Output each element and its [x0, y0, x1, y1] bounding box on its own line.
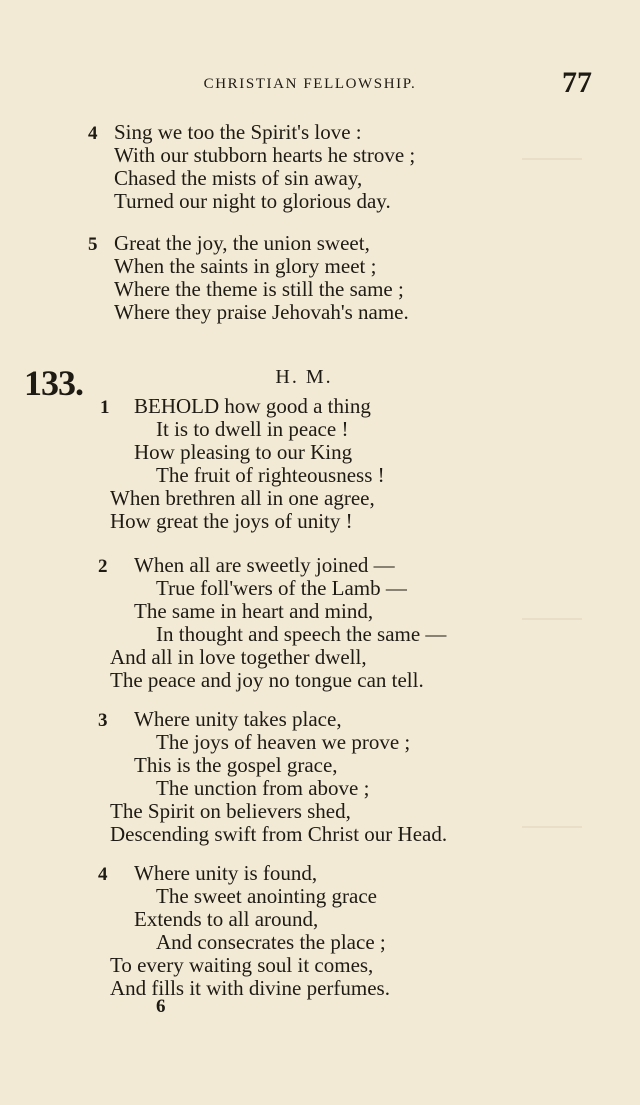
signature-mark: 6	[156, 996, 166, 1017]
bleed-through-mark	[522, 124, 582, 160]
verse-line: The fruit of righteousness !	[156, 463, 385, 487]
hymn-number: 133.	[24, 363, 83, 403]
verse-line: And all in love together dwell,	[110, 645, 367, 669]
verse-line: When all are sweetly joined —	[134, 553, 395, 577]
verse-line: Where they praise Jehovah's name.	[114, 300, 409, 324]
verse-line: The joys of heaven we prove ;	[156, 730, 411, 754]
verse-number: 1	[100, 397, 110, 418]
verse-line: Extends to all around,	[134, 907, 319, 931]
verse-line: How pleasing to our King	[134, 440, 353, 464]
verse-line: The sweet anointing grace	[156, 884, 377, 908]
verse-number: 3	[98, 710, 108, 731]
verse-number: 4	[88, 123, 98, 144]
bleed-through-mark	[522, 584, 582, 620]
verse-line: It is to dwell in peace !	[156, 417, 349, 441]
verse-line: And consecrates the place ;	[156, 930, 386, 954]
verse-line: Where unity takes place,	[134, 707, 342, 731]
verse-number: 2	[98, 556, 108, 577]
running-title: CHRISTIAN FELLOWSHIP.	[203, 76, 417, 92]
verse-line: In thought and speech the same —	[156, 622, 447, 646]
verse-line: Chased the mists of sin away,	[114, 166, 363, 190]
verse-line: With our stubborn hearts he strove ;	[114, 143, 416, 167]
verse-line: And fills it with divine perfumes.	[110, 976, 390, 1000]
bleed-through-mark	[522, 792, 582, 828]
verse-line: How great the joys of unity !	[110, 509, 353, 533]
verse-line: The same in heart and mind,	[134, 599, 374, 623]
verse-line: Descending swift from Christ our Head.	[110, 822, 448, 846]
verse-line: When brethren all in one agree,	[110, 486, 375, 510]
verse-line: This is the gospel grace,	[134, 753, 338, 777]
verse-line: To every waiting soul it comes,	[110, 953, 374, 977]
verse-number: 5	[88, 234, 98, 255]
verse-line: True foll'wers of the Lamb —	[156, 576, 407, 600]
verse-line: The unction from above ;	[156, 776, 370, 800]
verse-line: Turned our night to glorious day.	[114, 189, 391, 213]
verse-line: The peace and joy no tongue can tell.	[110, 668, 424, 692]
verse-number: 4	[98, 864, 108, 885]
verse-line: The Spirit on believers shed,	[110, 799, 351, 823]
page-number: 77	[562, 66, 592, 99]
hymn-meter: H. M.	[275, 366, 333, 388]
verse-line: BEHOLD how good a thing	[134, 394, 371, 418]
verse-line: Where the theme is still the same ;	[114, 277, 404, 301]
verse-line: Where unity is found,	[134, 861, 318, 885]
verse-line: Sing we too the Spirit's love :	[114, 120, 362, 144]
verse-line: When the saints in glory meet ;	[114, 254, 377, 278]
verse-line: Great the joy, the union sweet,	[114, 231, 370, 255]
